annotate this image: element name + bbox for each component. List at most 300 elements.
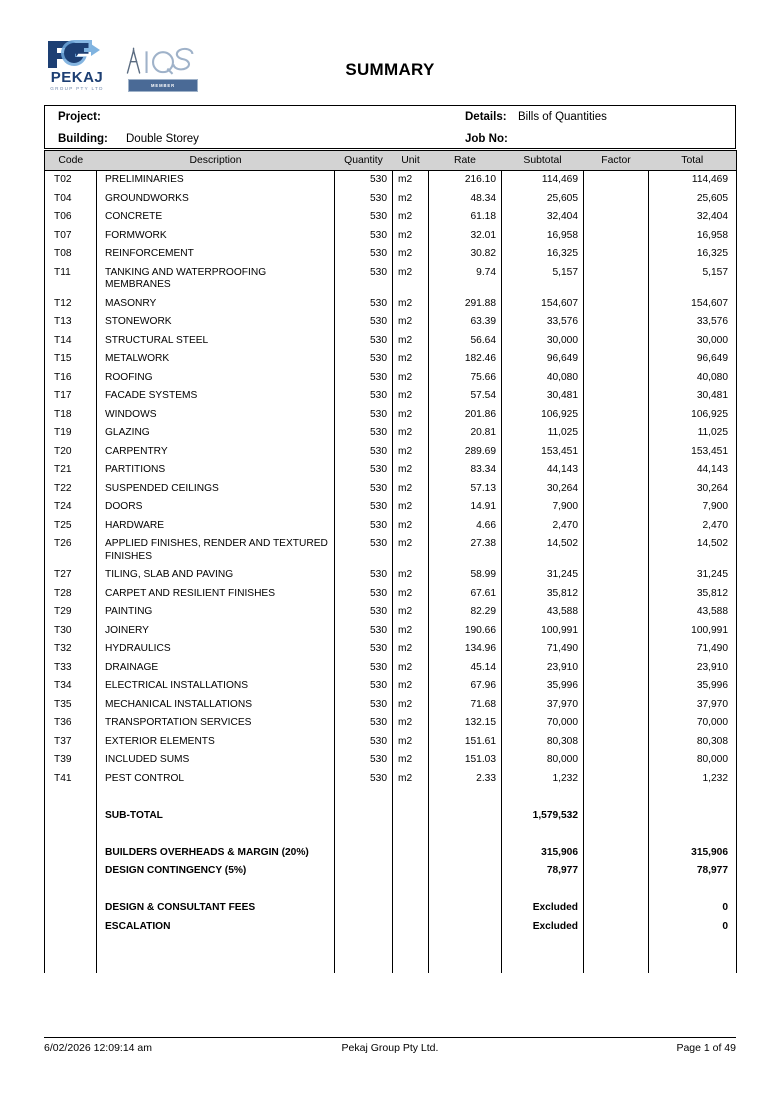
cell-total xyxy=(649,807,737,826)
cell-factor xyxy=(584,918,649,937)
cell-unit: m2 xyxy=(393,714,429,733)
cell-code: T15 xyxy=(45,350,97,369)
cell-code: T06 xyxy=(45,208,97,227)
cell-unit: m2 xyxy=(393,498,429,517)
cell-code xyxy=(45,862,97,881)
cell-subtotal: 31,245 xyxy=(502,566,584,585)
cell-code: T16 xyxy=(45,369,97,388)
details-label: Details: xyxy=(465,111,507,123)
cell-total: 315,906 xyxy=(649,844,737,863)
cell-quantity: 530 xyxy=(335,313,393,332)
cell-empty xyxy=(393,881,429,900)
cell-total: 11,025 xyxy=(649,424,737,443)
cell-description: SUB-TOTAL xyxy=(97,807,335,826)
cell-subtotal: Excluded xyxy=(502,918,584,937)
col-header-subtotal: Subtotal xyxy=(502,151,584,171)
cell-quantity: 530 xyxy=(335,535,393,566)
cell-total: 30,481 xyxy=(649,387,737,406)
cell-empty xyxy=(97,825,335,844)
cell-empty xyxy=(429,788,502,807)
cell-description: PEST CONTROL xyxy=(97,770,335,789)
cell-rate: 289.69 xyxy=(429,443,502,462)
cell-subtotal: 30,264 xyxy=(502,480,584,499)
cell-unit xyxy=(393,807,429,826)
cell-empty xyxy=(649,936,737,955)
cell-description: TANKING AND WATERPROOFING MEMBRANES xyxy=(97,264,335,295)
cell-factor xyxy=(584,406,649,425)
table-row xyxy=(45,696,737,715)
cell-unit: m2 xyxy=(393,461,429,480)
cell-code: T12 xyxy=(45,295,97,314)
cell-unit: m2 xyxy=(393,733,429,752)
col-header-unit: Unit xyxy=(393,151,429,171)
cell-empty xyxy=(502,936,584,955)
project-label: Project: xyxy=(58,111,101,123)
cell-quantity xyxy=(335,899,393,918)
cell-unit: m2 xyxy=(393,622,429,641)
cell-rate: 57.13 xyxy=(429,480,502,499)
cell-total: 80,000 xyxy=(649,751,737,770)
cell-total: 71,490 xyxy=(649,640,737,659)
cell-code: T17 xyxy=(45,387,97,406)
cell-quantity: 530 xyxy=(335,245,393,264)
cell-factor xyxy=(584,332,649,351)
cell-rate: 2.33 xyxy=(429,770,502,789)
cell-total: 30,000 xyxy=(649,332,737,351)
cell-description: CARPENTRY xyxy=(97,443,335,462)
cell-empty xyxy=(584,955,649,974)
cell-empty xyxy=(97,936,335,955)
cell-description: WINDOWS xyxy=(97,406,335,425)
cell-factor xyxy=(584,807,649,826)
table-spacer-row xyxy=(45,955,737,974)
cell-rate: 20.81 xyxy=(429,424,502,443)
cell-total: 154,607 xyxy=(649,295,737,314)
cell-quantity: 530 xyxy=(335,443,393,462)
cell-factor xyxy=(584,862,649,881)
cell-description: HARDWARE xyxy=(97,517,335,536)
table-row xyxy=(45,264,737,295)
cell-unit: m2 xyxy=(393,696,429,715)
cell-empty xyxy=(429,955,502,974)
cell-subtotal: 11,025 xyxy=(502,424,584,443)
cell-factor xyxy=(584,369,649,388)
cell-description: BUILDERS OVERHEADS & MARGIN (20%) xyxy=(97,844,335,863)
cell-description: SUSPENDED CEILINGS xyxy=(97,480,335,499)
cell-unit: m2 xyxy=(393,387,429,406)
cell-description: ESCALATION xyxy=(97,918,335,937)
cell-unit: m2 xyxy=(393,227,429,246)
cell-subtotal: 1,232 xyxy=(502,770,584,789)
cell-unit: m2 xyxy=(393,295,429,314)
table-row xyxy=(45,640,737,659)
cell-code: T18 xyxy=(45,406,97,425)
cell-total: 23,910 xyxy=(649,659,737,678)
cell-subtotal: 1,579,532 xyxy=(502,807,584,826)
cell-description: TILING, SLAB AND PAVING xyxy=(97,566,335,585)
cell-rate: 14.91 xyxy=(429,498,502,517)
cell-factor xyxy=(584,844,649,863)
cell-total: 80,308 xyxy=(649,733,737,752)
table-row xyxy=(45,295,737,314)
cell-subtotal: 80,000 xyxy=(502,751,584,770)
cell-quantity: 530 xyxy=(335,677,393,696)
cell-quantity: 530 xyxy=(335,227,393,246)
cell-description: STONEWORK xyxy=(97,313,335,332)
cell-subtotal: 154,607 xyxy=(502,295,584,314)
table-row xyxy=(45,498,737,517)
cell-quantity: 530 xyxy=(335,387,393,406)
summary-table-wrap xyxy=(44,150,736,973)
cell-factor xyxy=(584,517,649,536)
cell-unit: m2 xyxy=(393,245,429,264)
cell-total: 1,232 xyxy=(649,770,737,789)
cell-unit: m2 xyxy=(393,208,429,227)
cell-subtotal: 106,925 xyxy=(502,406,584,425)
cell-empty xyxy=(393,936,429,955)
cell-quantity: 530 xyxy=(335,350,393,369)
cell-empty xyxy=(45,825,97,844)
cell-rate: 61.18 xyxy=(429,208,502,227)
table-row xyxy=(45,566,737,585)
cell-rate: 45.14 xyxy=(429,659,502,678)
cell-unit: m2 xyxy=(393,171,429,190)
cell-factor xyxy=(584,171,649,190)
cell-unit: m2 xyxy=(393,264,429,295)
table-row xyxy=(45,517,737,536)
cell-total: 44,143 xyxy=(649,461,737,480)
cell-quantity: 530 xyxy=(335,406,393,425)
footer-timestamp: 6/02/2026 12:09:14 am xyxy=(44,1042,153,1054)
cell-unit: m2 xyxy=(393,313,429,332)
cell-subtotal: 2,470 xyxy=(502,517,584,536)
cell-rate: 67.61 xyxy=(429,585,502,604)
cell-factor xyxy=(584,751,649,770)
cell-factor xyxy=(584,208,649,227)
cell-empty xyxy=(45,955,97,974)
table-row xyxy=(45,603,737,622)
cell-unit: m2 xyxy=(393,480,429,499)
cell-subtotal: 37,970 xyxy=(502,696,584,715)
cell-subtotal: 23,910 xyxy=(502,659,584,678)
cell-rate: 48.34 xyxy=(429,190,502,209)
cell-empty xyxy=(502,955,584,974)
cell-rate xyxy=(429,844,502,863)
cell-factor xyxy=(584,566,649,585)
cell-empty xyxy=(335,825,393,844)
cell-rate xyxy=(429,899,502,918)
cell-unit: m2 xyxy=(393,585,429,604)
cell-empty xyxy=(393,788,429,807)
cell-subtotal: 100,991 xyxy=(502,622,584,641)
cell-unit: m2 xyxy=(393,566,429,585)
cell-unit: m2 xyxy=(393,677,429,696)
cell-rate: 27.38 xyxy=(429,535,502,566)
cell-total: 114,469 xyxy=(649,171,737,190)
table-row xyxy=(45,424,737,443)
cell-empty xyxy=(97,955,335,974)
cell-unit: m2 xyxy=(393,406,429,425)
cell-code: T04 xyxy=(45,190,97,209)
cell-quantity: 530 xyxy=(335,751,393,770)
cell-subtotal: 32,404 xyxy=(502,208,584,227)
cell-code: T34 xyxy=(45,677,97,696)
info-row-building xyxy=(45,128,735,150)
table-row xyxy=(45,677,737,696)
info-row-project xyxy=(45,106,735,128)
table-row xyxy=(45,480,737,499)
table-row xyxy=(45,535,737,566)
cell-code xyxy=(45,844,97,863)
cell-total: 32,404 xyxy=(649,208,737,227)
cell-code: T22 xyxy=(45,480,97,499)
cell-factor xyxy=(584,227,649,246)
table-row-subtotal xyxy=(45,807,737,826)
cell-unit: m2 xyxy=(393,350,429,369)
cell-quantity: 530 xyxy=(335,517,393,536)
cell-subtotal: 35,812 xyxy=(502,585,584,604)
cell-rate: 201.86 xyxy=(429,406,502,425)
cell-subtotal: 7,900 xyxy=(502,498,584,517)
table-row xyxy=(45,332,737,351)
cell-subtotal: 16,958 xyxy=(502,227,584,246)
cell-description: DRAINAGE xyxy=(97,659,335,678)
cell-rate: 71.68 xyxy=(429,696,502,715)
cell-code: T29 xyxy=(45,603,97,622)
cell-quantity: 530 xyxy=(335,264,393,295)
cell-code: T30 xyxy=(45,622,97,641)
cell-description: APPLIED FINISHES, RENDER AND TEXTURED FINISHES xyxy=(97,535,335,566)
cell-empty xyxy=(649,881,737,900)
table-row xyxy=(45,350,737,369)
cell-unit: m2 xyxy=(393,190,429,209)
cell-subtotal: 40,080 xyxy=(502,369,584,388)
table-row xyxy=(45,461,737,480)
table-row xyxy=(45,208,737,227)
cell-factor xyxy=(584,659,649,678)
details-value: Bills of Quantities xyxy=(518,111,607,123)
aiqs-member-label: MEMBER xyxy=(150,83,175,88)
table-row xyxy=(45,585,737,604)
cell-rate: 4.66 xyxy=(429,517,502,536)
col-header-rate: Rate xyxy=(429,151,502,171)
cell-code: T26 xyxy=(45,535,97,566)
cell-rate: 151.03 xyxy=(429,751,502,770)
cell-quantity: 530 xyxy=(335,733,393,752)
cell-subtotal: 30,000 xyxy=(502,332,584,351)
cell-subtotal: 71,490 xyxy=(502,640,584,659)
cell-rate: 83.34 xyxy=(429,461,502,480)
cell-factor xyxy=(584,313,649,332)
cell-empty xyxy=(393,955,429,974)
cell-rate: 132.15 xyxy=(429,714,502,733)
building-value: Double Storey xyxy=(126,133,199,145)
cell-unit xyxy=(393,862,429,881)
cell-description: DOORS xyxy=(97,498,335,517)
cell-code: T11 xyxy=(45,264,97,295)
cell-code: T37 xyxy=(45,733,97,752)
cell-description: HYDRAULICS xyxy=(97,640,335,659)
cell-quantity: 530 xyxy=(335,171,393,190)
col-header-description: Description xyxy=(97,151,335,171)
cell-subtotal: 5,157 xyxy=(502,264,584,295)
cell-rate xyxy=(429,862,502,881)
cell-factor xyxy=(584,387,649,406)
cell-total: 33,576 xyxy=(649,313,737,332)
cell-factor xyxy=(584,480,649,499)
cell-rate xyxy=(429,918,502,937)
cell-empty xyxy=(97,788,335,807)
cell-rate: 63.39 xyxy=(429,313,502,332)
cell-code: T28 xyxy=(45,585,97,604)
cell-subtotal: 30,481 xyxy=(502,387,584,406)
table-body xyxy=(45,171,737,974)
cell-quantity: 530 xyxy=(335,770,393,789)
cell-code: T36 xyxy=(45,714,97,733)
cell-quantity: 530 xyxy=(335,566,393,585)
cell-description: TRANSPORTATION SERVICES xyxy=(97,714,335,733)
cell-quantity xyxy=(335,807,393,826)
cell-unit: m2 xyxy=(393,517,429,536)
cell-code: T33 xyxy=(45,659,97,678)
cell-total: 14,502 xyxy=(649,535,737,566)
cell-description: EXTERIOR ELEMENTS xyxy=(97,733,335,752)
cell-empty xyxy=(335,788,393,807)
cell-rate: 56.64 xyxy=(429,332,502,351)
cell-factor xyxy=(584,899,649,918)
page-footer xyxy=(44,1042,736,1058)
cell-total: 100,991 xyxy=(649,622,737,641)
cell-empty xyxy=(584,881,649,900)
cell-rate: 216.10 xyxy=(429,171,502,190)
cell-quantity: 530 xyxy=(335,498,393,517)
page-title: SUMMARY xyxy=(345,60,435,79)
cell-empty xyxy=(45,881,97,900)
cell-empty xyxy=(335,955,393,974)
cell-rate: 58.99 xyxy=(429,566,502,585)
cell-factor xyxy=(584,350,649,369)
cell-code xyxy=(45,918,97,937)
cell-rate: 30.82 xyxy=(429,245,502,264)
cell-total: 40,080 xyxy=(649,369,737,388)
cell-quantity: 530 xyxy=(335,480,393,499)
cell-total: 25,605 xyxy=(649,190,737,209)
cell-subtotal: 16,325 xyxy=(502,245,584,264)
cell-factor xyxy=(584,677,649,696)
cell-code: T24 xyxy=(45,498,97,517)
cell-quantity: 530 xyxy=(335,190,393,209)
cell-subtotal: 114,469 xyxy=(502,171,584,190)
cell-subtotal: 33,576 xyxy=(502,313,584,332)
cell-description: CARPET AND RESILIENT FINISHES xyxy=(97,585,335,604)
cell-code: T08 xyxy=(45,245,97,264)
cell-code: T19 xyxy=(45,424,97,443)
cell-empty xyxy=(429,881,502,900)
cell-factor xyxy=(584,535,649,566)
table-row-contingency xyxy=(45,862,737,881)
cell-description: ROOFING xyxy=(97,369,335,388)
cell-rate: 190.66 xyxy=(429,622,502,641)
cell-rate: 32.01 xyxy=(429,227,502,246)
cell-unit xyxy=(393,899,429,918)
aiqs-member-badge xyxy=(128,79,198,92)
cell-code: T41 xyxy=(45,770,97,789)
cell-code: T21 xyxy=(45,461,97,480)
table-row xyxy=(45,245,737,264)
cell-empty xyxy=(649,788,737,807)
cell-total: 31,245 xyxy=(649,566,737,585)
pekaj-tagline: GROUP PTY LTD xyxy=(50,86,104,91)
cell-description: DESIGN & CONSULTANT FEES xyxy=(97,899,335,918)
cell-empty xyxy=(502,788,584,807)
cell-unit: m2 xyxy=(393,424,429,443)
summary-table xyxy=(44,150,737,973)
cell-total: 5,157 xyxy=(649,264,737,295)
cell-unit: m2 xyxy=(393,332,429,351)
table-row xyxy=(45,406,737,425)
cell-empty xyxy=(502,881,584,900)
cell-total: 37,970 xyxy=(649,696,737,715)
table-spacer-row xyxy=(45,788,737,807)
cell-rate xyxy=(429,807,502,826)
cell-subtotal: 70,000 xyxy=(502,714,584,733)
cell-quantity: 530 xyxy=(335,208,393,227)
table-row xyxy=(45,714,737,733)
cell-total: 153,451 xyxy=(649,443,737,462)
cell-quantity xyxy=(335,862,393,881)
cell-code: T07 xyxy=(45,227,97,246)
cell-code: T25 xyxy=(45,517,97,536)
cell-factor xyxy=(584,424,649,443)
cell-unit: m2 xyxy=(393,640,429,659)
table-row xyxy=(45,733,737,752)
cell-quantity: 530 xyxy=(335,640,393,659)
footer-page: Page 1 of 49 xyxy=(676,1042,736,1054)
cell-empty xyxy=(45,936,97,955)
cell-code: T13 xyxy=(45,313,97,332)
cell-unit: m2 xyxy=(393,535,429,566)
cell-total: 30,264 xyxy=(649,480,737,499)
cell-factor xyxy=(584,264,649,295)
cell-unit: m2 xyxy=(393,751,429,770)
document-header xyxy=(44,38,736,98)
cell-code: T20 xyxy=(45,443,97,462)
table-row-consultant-fees xyxy=(45,899,737,918)
cell-description: MECHANICAL INSTALLATIONS xyxy=(97,696,335,715)
cell-total: 7,900 xyxy=(649,498,737,517)
cell-code: T35 xyxy=(45,696,97,715)
cell-description: INCLUDED SUMS xyxy=(97,751,335,770)
cell-empty xyxy=(429,936,502,955)
cell-empty xyxy=(45,788,97,807)
cell-total: 0 xyxy=(649,918,737,937)
cell-description: PRELIMINARIES xyxy=(97,171,335,190)
cell-quantity xyxy=(335,844,393,863)
cell-empty xyxy=(584,936,649,955)
cell-quantity: 530 xyxy=(335,659,393,678)
cell-quantity: 530 xyxy=(335,332,393,351)
cell-unit: m2 xyxy=(393,603,429,622)
table-row xyxy=(45,770,737,789)
cell-description: STRUCTURAL STEEL xyxy=(97,332,335,351)
table-spacer-row xyxy=(45,881,737,900)
cell-quantity: 530 xyxy=(335,603,393,622)
cell-factor xyxy=(584,498,649,517)
cell-factor xyxy=(584,190,649,209)
cell-empty xyxy=(649,955,737,974)
cell-rate: 57.54 xyxy=(429,387,502,406)
footer-company: Pekaj Group Pty Ltd. xyxy=(341,1042,439,1054)
